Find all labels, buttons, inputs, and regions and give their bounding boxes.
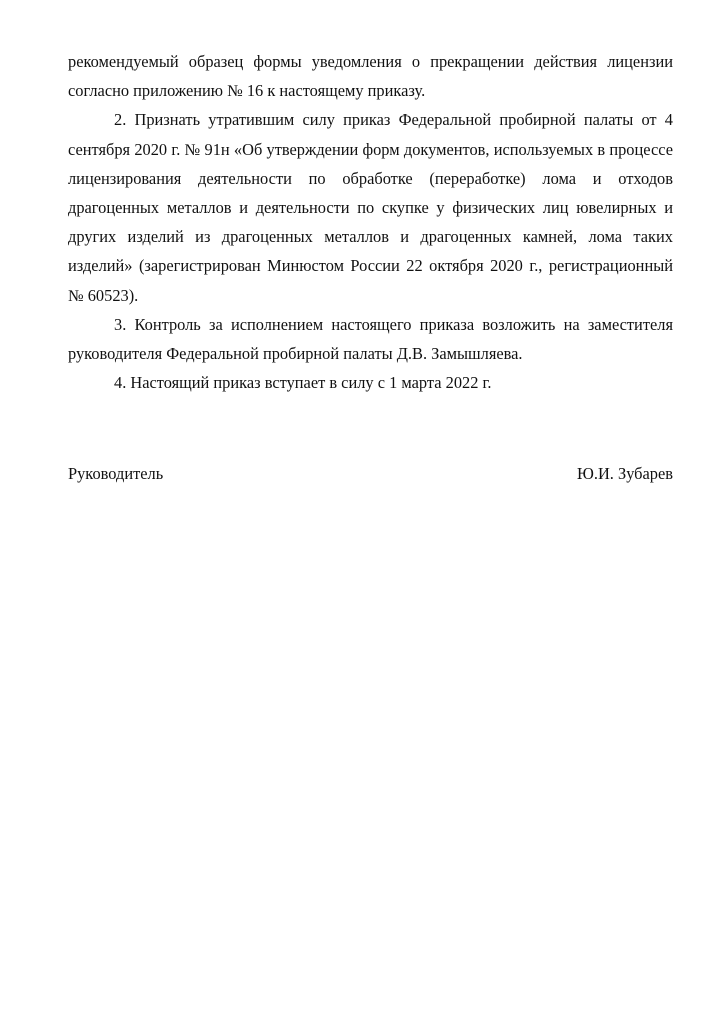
signature-position: Руководитель xyxy=(68,464,164,483)
signature-block xyxy=(68,459,673,488)
paragraph-notification-form: рекомендуемый образец формы уведомления о прекращении действия лицензии согласно приложению № 16 к настоящему приказу. xyxy=(68,52,673,101)
paragraph-control: 3. Контроль за исполнением настоящего приказа возложить на заместителя руководителя Федеральной пробирной палаты Д.В. Замышляева. xyxy=(68,314,673,364)
document-body xyxy=(68,47,673,397)
signature-name: Ю.И. Зубарев xyxy=(577,464,673,483)
paragraph-effective-date: 4. Настоящий приказ вступает в силу с 1 марта 2022 г. xyxy=(114,373,492,393)
paragraph-repeal-order: 2. Признать утратившим силу приказ Федеральной пробирной палаты от 4 сентября 2020 г. № 91н «Об утверждении форм документов, используемых в процессе лицензирования деятельности по обработке (переработке) лома и отходов драгоценных металлов и деятельности по скупке у физических лиц ювелирных и других изделий из драгоценных металлов и драгоценных камней, лома таких изделий» (зарегистрирован Минюстом России 22 октября 2020 г., регистрационный № 60523). xyxy=(68,110,673,305)
